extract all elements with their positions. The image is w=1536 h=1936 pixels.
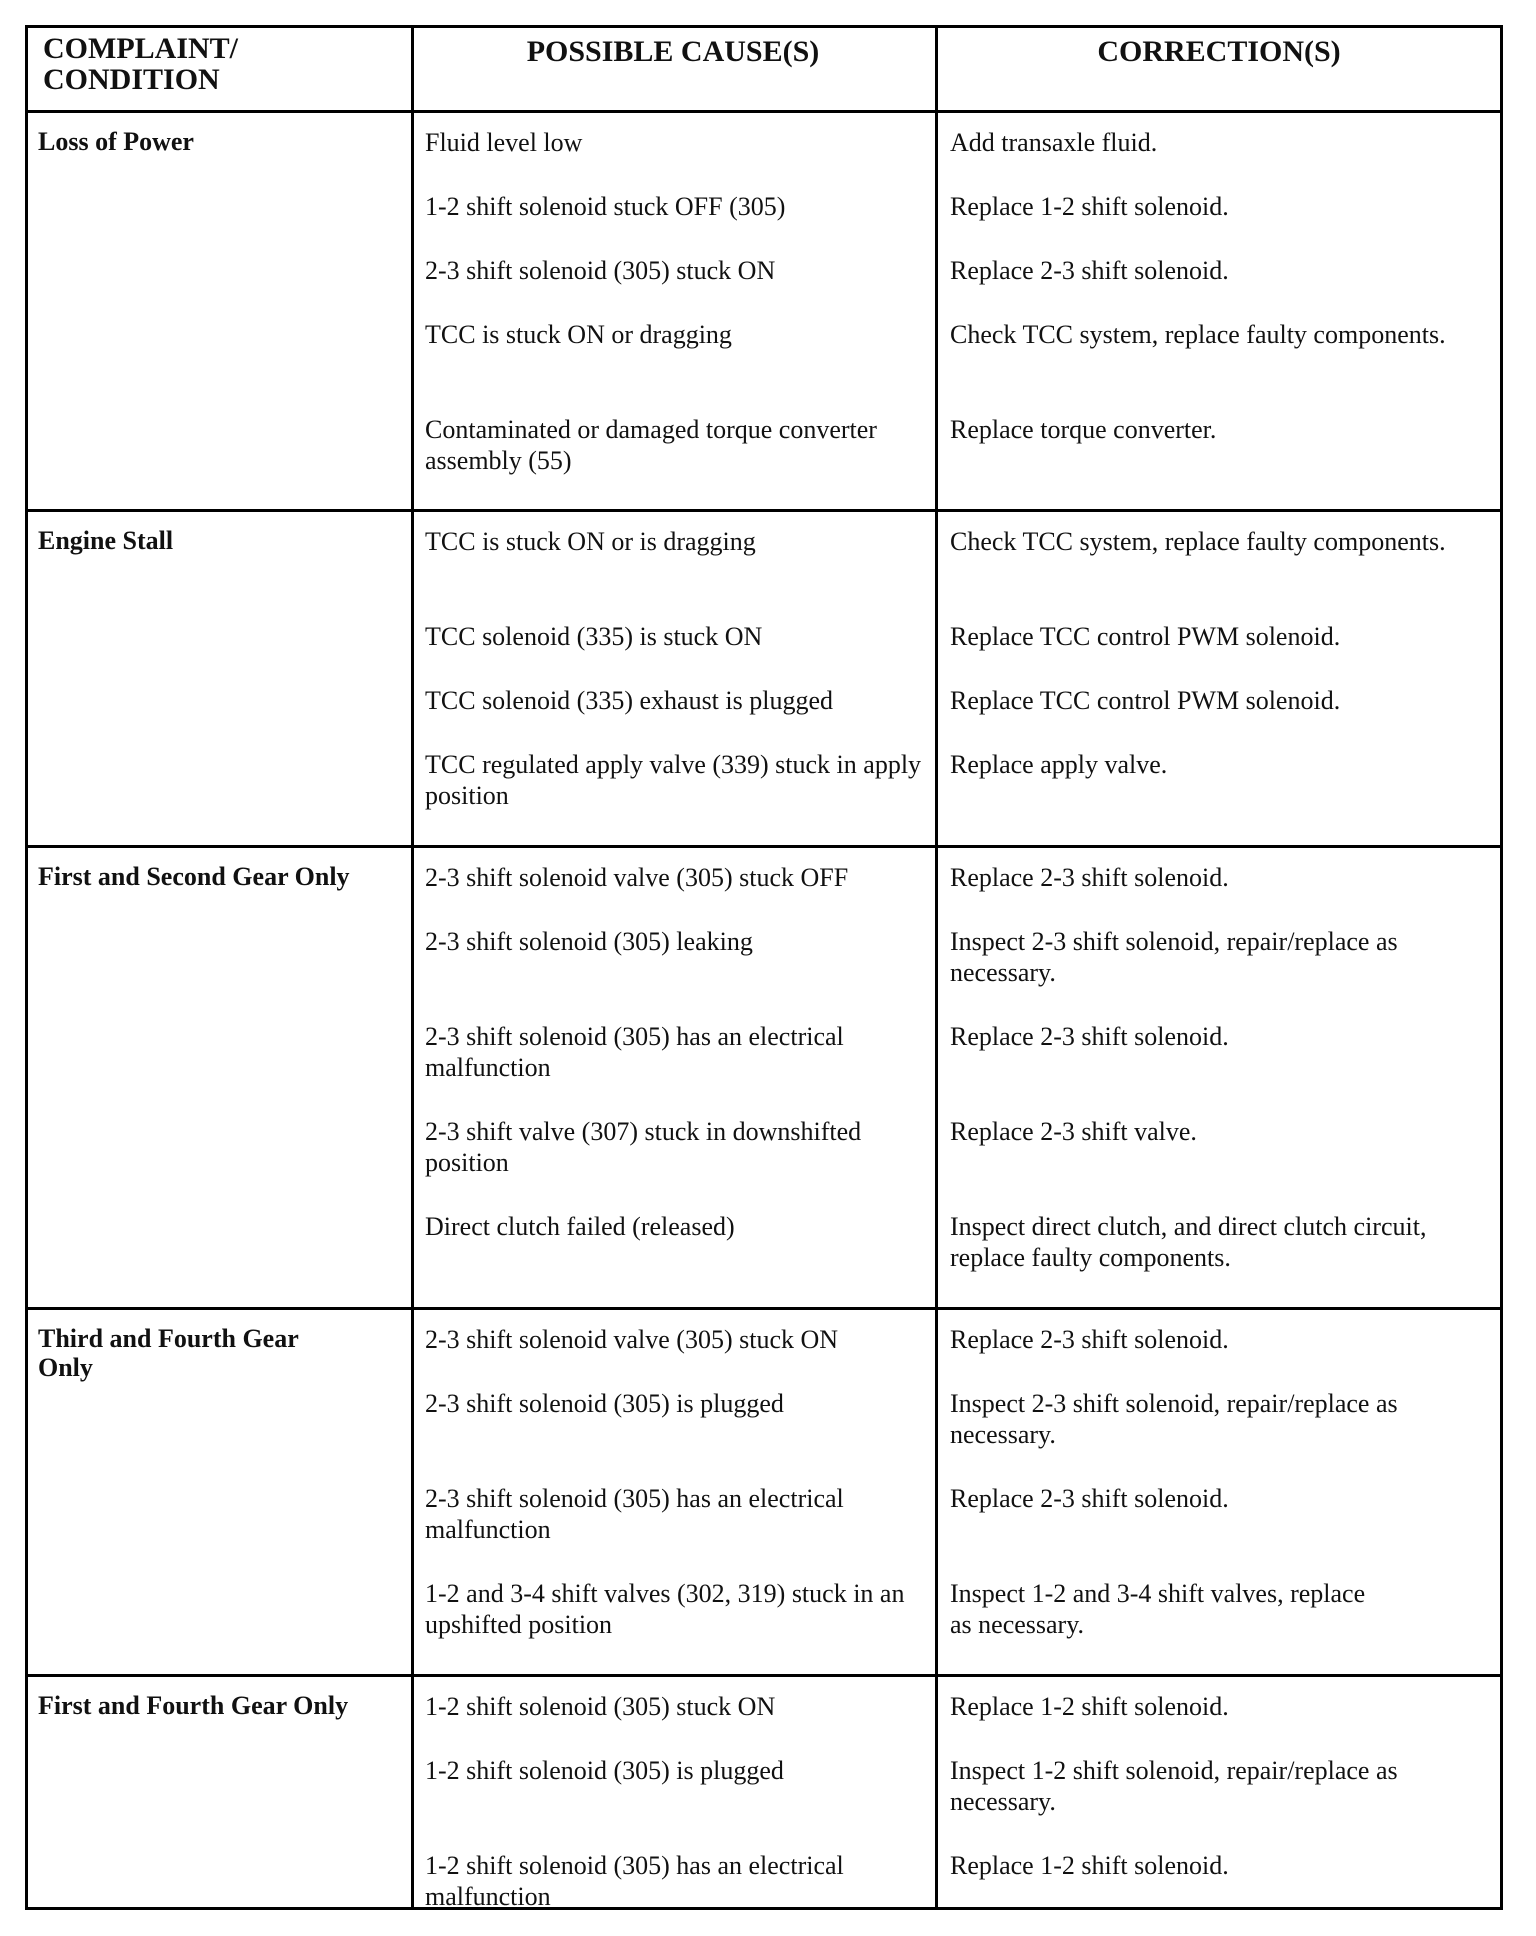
cause-cell: Contaminated or damaged torque converter assembly (55) bbox=[425, 415, 877, 475]
cause-cell: TCC solenoid (335) exhaust is plugged bbox=[425, 686, 834, 715]
correction-cell: Inspect direct clutch, and direct clutch circuit, replace faulty components. bbox=[950, 1212, 1427, 1272]
cause-cell: 2-3 shift solenoid (305) has an electrical malfunction bbox=[425, 1022, 844, 1082]
row-divider bbox=[28, 1307, 1500, 1310]
cause-cell: 1-2 and 3-4 shift valves (302, 319) stuck in an upshifted position bbox=[425, 1579, 905, 1639]
condition-cell: Loss of Power bbox=[38, 127, 194, 156]
row-divider bbox=[28, 845, 1500, 848]
correction-cell: Add transaxle fluid. bbox=[950, 128, 1158, 157]
header-condition-line2: CONDITION bbox=[43, 63, 220, 96]
correction-cell: Replace 2-3 shift valve. bbox=[950, 1117, 1197, 1146]
header-condition-line1: COMPLAINT/ bbox=[43, 32, 238, 65]
header-correction: CORRECTION(S) bbox=[1097, 35, 1341, 68]
header-cause: POSSIBLE CAUSE(S) bbox=[526, 35, 820, 68]
cause-cell: TCC is stuck ON or dragging bbox=[425, 320, 732, 349]
cause-cell: TCC solenoid (335) is stuck ON bbox=[425, 622, 763, 651]
correction-cell: Check TCC system, replace faulty components. bbox=[950, 527, 1446, 556]
header-divider bbox=[28, 110, 1500, 113]
correction-cell: Replace 2-3 shift solenoid. bbox=[950, 1325, 1229, 1354]
correction-cell: Inspect 1-2 and 3-4 shift valves, replace as necessary. bbox=[950, 1579, 1366, 1639]
correction-cell: Replace TCC control PWM solenoid. bbox=[950, 622, 1341, 651]
correction-cell: Inspect 2-3 shift solenoid, repair/replace as necessary. bbox=[950, 927, 1398, 987]
cause-cell: Fluid level low bbox=[425, 128, 583, 157]
correction-cell: Replace 1-2 shift solenoid. bbox=[950, 1851, 1229, 1880]
condition-cell: First and Fourth Gear Only bbox=[38, 1691, 349, 1720]
header-condition bbox=[43, 33, 238, 95]
condition-cell: Third and Fourth Gear Only bbox=[38, 1324, 299, 1382]
cause-cell: 2-3 shift valve (307) stuck in downshifted position bbox=[425, 1117, 862, 1177]
cause-cell: 2-3 shift solenoid valve (305) stuck ON bbox=[425, 1325, 839, 1354]
correction-cell: Replace TCC control PWM solenoid. bbox=[950, 686, 1341, 715]
correction-cell: Replace apply valve. bbox=[950, 750, 1168, 779]
correction-cell: Replace 1-2 shift solenoid. bbox=[950, 1692, 1229, 1721]
cause-cell: 1-2 shift solenoid (305) has an electrical malfunction bbox=[425, 1851, 844, 1911]
cause-cell: TCC regulated apply valve (339) stuck in apply position bbox=[425, 750, 922, 810]
troubleshooting-table bbox=[25, 25, 1503, 1910]
cause-cell: 1-2 shift solenoid stuck OFF (305) bbox=[425, 192, 786, 221]
cause-cell: 2-3 shift solenoid (305) stuck ON bbox=[425, 256, 776, 285]
column-divider bbox=[411, 28, 414, 1907]
correction-cell: Replace torque converter. bbox=[950, 415, 1217, 444]
cause-cell: 2-3 shift solenoid (305) leaking bbox=[425, 927, 753, 956]
correction-cell: Replace 2-3 shift solenoid. bbox=[950, 256, 1229, 285]
correction-cell: Replace 2-3 shift solenoid. bbox=[950, 863, 1229, 892]
column-divider bbox=[935, 28, 938, 1907]
condition-cell: First and Second Gear Only bbox=[38, 862, 350, 891]
correction-cell: Replace 1-2 shift solenoid. bbox=[950, 192, 1229, 221]
cause-cell: TCC is stuck ON or is dragging bbox=[425, 527, 756, 556]
cause-cell: Direct clutch failed (released) bbox=[425, 1212, 735, 1241]
cause-cell: 2-3 shift solenoid valve (305) stuck OFF bbox=[425, 863, 849, 892]
cause-cell: 1-2 shift solenoid (305) is plugged bbox=[425, 1756, 784, 1785]
correction-cell: Inspect 1-2 shift solenoid, repair/replace as necessary. bbox=[950, 1756, 1398, 1816]
cause-cell: 2-3 shift solenoid (305) has an electrical malfunction bbox=[425, 1484, 844, 1544]
row-divider bbox=[28, 509, 1500, 512]
correction-cell: Replace 2-3 shift solenoid. bbox=[950, 1484, 1229, 1513]
cause-cell: 2-3 shift solenoid (305) is plugged bbox=[425, 1389, 784, 1418]
row-divider bbox=[28, 1674, 1500, 1677]
correction-cell: Replace 2-3 shift solenoid. bbox=[950, 1022, 1229, 1051]
cause-cell: 1-2 shift solenoid (305) stuck ON bbox=[425, 1692, 776, 1721]
correction-cell: Check TCC system, replace faulty components. bbox=[950, 320, 1446, 349]
correction-cell: Inspect 2-3 shift solenoid, repair/replace as necessary. bbox=[950, 1389, 1398, 1449]
condition-cell: Engine Stall bbox=[38, 526, 174, 555]
